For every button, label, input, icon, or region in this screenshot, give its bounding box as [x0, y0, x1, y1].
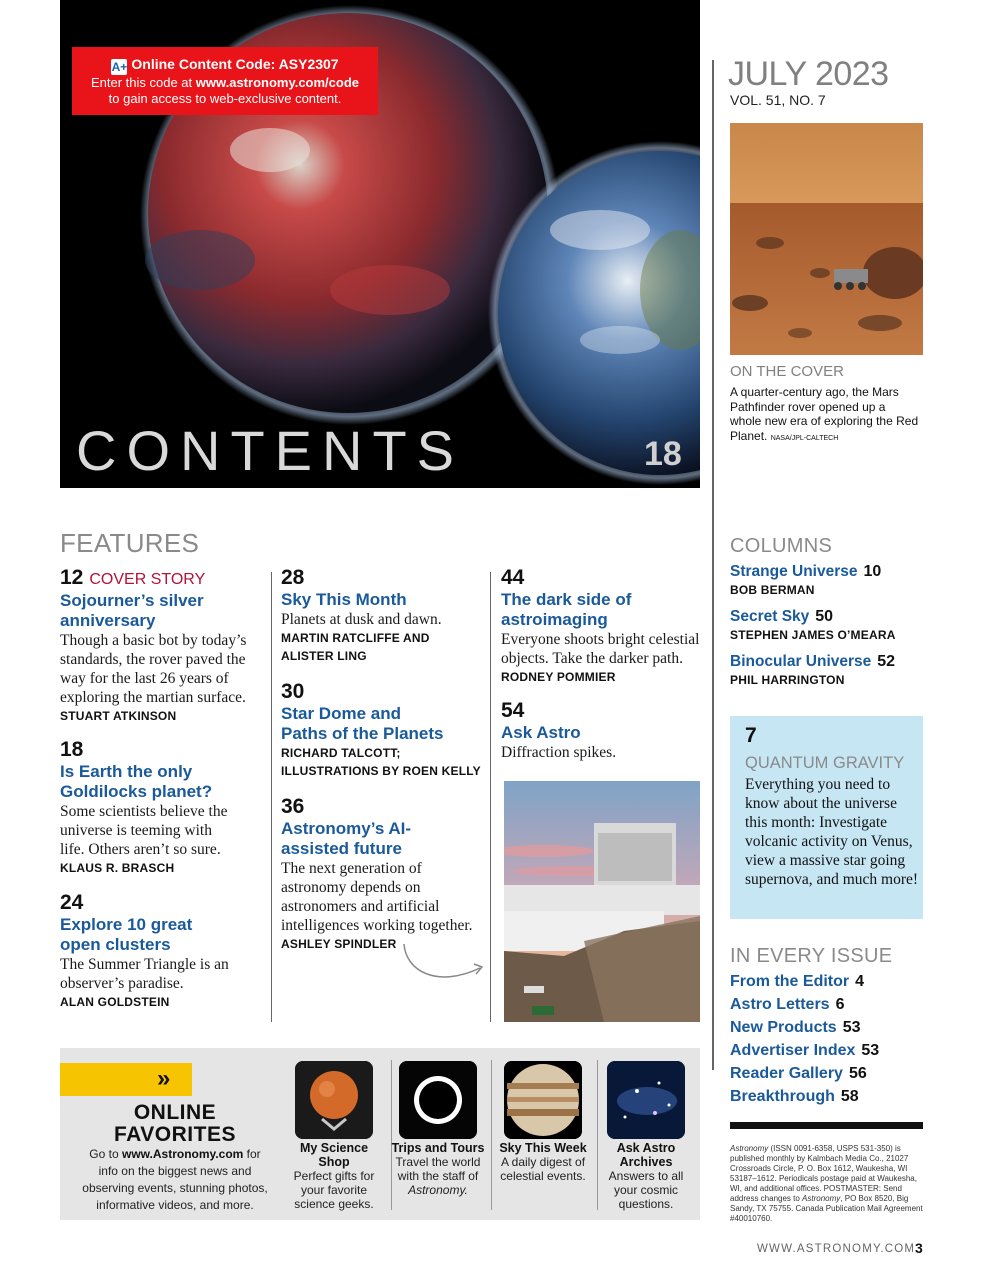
favorites-desc-text: for info on the biggest news and observing events, stunning photos, informative videos, and more.: [82, 1147, 268, 1212]
column-page: 52: [877, 653, 896, 670]
article-desc: Though a basic bot by today’s standards, the rover paved the way for the last 26 years of exploring the martian surface.: [60, 632, 247, 706]
every-issue-title[interactable]: Reader Gallery: [730, 1065, 843, 1082]
feature-article[interactable]: [60, 566, 260, 725]
article-page: 30: [281, 680, 305, 703]
every-issue-page: 56: [848, 1065, 867, 1082]
article-author: MARTIN RATCLIFFE AND ALISTER LING: [281, 631, 430, 663]
column-page: 50: [815, 608, 834, 625]
every-issue-item[interactable]: [730, 996, 844, 1014]
favorite-desc: Answers to all your cosmic questions.: [608, 1169, 684, 1211]
article-author: KLAUS R. BRASCH: [60, 861, 175, 875]
issue-volume: VOL. 51, NO. 7: [730, 92, 826, 108]
observatory-image: [504, 781, 700, 1022]
cover-story-tag: COVER STORY: [89, 571, 206, 588]
every-issue-title[interactable]: Breakthrough: [730, 1088, 835, 1105]
article-page: 24: [60, 891, 84, 914]
favorites-desc-text: Go to: [89, 1147, 122, 1161]
page-number: 3: [915, 1240, 923, 1256]
favorite-label[interactable]: My Science Shop: [299, 1141, 369, 1169]
feature-article[interactable]: [60, 891, 230, 1011]
code-url-link[interactable]: www.astronomy.com/code: [195, 75, 360, 90]
feature-article[interactable]: [501, 699, 701, 762]
galaxy-icon: [607, 1061, 685, 1139]
quantum-page: 7: [745, 724, 757, 747]
curved-arrow-icon: [398, 942, 488, 988]
every-issue-heading: IN EVERY ISSUE: [730, 945, 893, 967]
code-access-text: to gain access to web-exclusive content.: [108, 91, 342, 106]
favorites-title-line: ONLINE: [133, 1101, 217, 1124]
page-title: CONTENTS: [76, 419, 464, 482]
code-title: Online Content Code: ASY2307: [131, 56, 339, 72]
legal-text: (ISSN 0091-6358, USPS 531-350) is published monthly by Kalmbach Media Co., 21027 Crossroads Circle, P. O. Box 1612, Waukesha, WI 53187–1612. Periodicals postage paid at Waukesha, WI, and additional offices. POSTMASTER: Send address changes to: [730, 1144, 917, 1203]
article-desc: Planets at dusk and dawn.: [281, 611, 442, 628]
article-page: 28: [281, 566, 305, 589]
vertical-divider: [712, 60, 714, 1070]
favorite-desc-em: Astronomy.: [408, 1183, 468, 1197]
legal-mag-name: Astronomy: [730, 1144, 769, 1153]
column-title[interactable]: Strange Universe: [730, 563, 858, 580]
features-heading: FEATURES: [60, 528, 200, 558]
favorite-trips-and-tours[interactable]: [389, 1061, 487, 1197]
a-plus-icon: A+: [111, 60, 128, 74]
article-desc: The Summer Triangle is an observer’s paradise.: [60, 956, 229, 992]
cover-label: ON THE COVER: [730, 363, 844, 380]
article-title[interactable]: Ask Astro: [501, 723, 581, 742]
publication-legal-notice: [730, 1144, 925, 1224]
eclipse-icon: [399, 1061, 477, 1139]
cover-image-mars: [730, 123, 923, 355]
column-title[interactable]: Secret Sky: [730, 608, 810, 625]
favorites-title-line: FAVORITES: [114, 1123, 236, 1146]
quantum-gravity-box[interactable]: [730, 716, 923, 919]
science-shop-icon: [295, 1061, 373, 1139]
favorite-desc: Perfect gifts for your favorite science geeks.: [293, 1169, 375, 1211]
every-issue-page: 53: [861, 1042, 880, 1059]
cover-caption-text: A quarter-century ago, the Mars Pathfinder rover opened up a whole new era of exploring the Red Planet.: [730, 385, 919, 443]
article-author: ALAN GOLDSTEIN: [60, 995, 170, 1009]
footer-url[interactable]: WWW.ASTRONOMY.COM: [757, 1243, 916, 1255]
favorite-desc-text: Travel the world with the staff of: [395, 1155, 481, 1183]
article-title[interactable]: Is Earth the only Goldilocks planet?: [60, 762, 213, 801]
quantum-title: QUANTUM GRAVITY: [745, 754, 905, 772]
column-divider: [271, 572, 272, 1022]
favorites-arrow-bar: [60, 1063, 192, 1096]
every-issue-page: 6: [835, 996, 845, 1013]
favorite-my-science-shop[interactable]: [285, 1061, 383, 1211]
favorite-ask-astro-archives[interactable]: [597, 1061, 695, 1211]
article-desc: Diffraction spikes.: [501, 744, 617, 761]
hero-image: [60, 0, 700, 488]
column-entry[interactable]: [730, 563, 881, 597]
favorites-url-link[interactable]: www.Astronomy.com: [121, 1147, 244, 1161]
double-chevron-icon: »: [157, 1065, 165, 1092]
article-title[interactable]: Star Dome and Paths of the Planets: [281, 704, 444, 743]
column-entry[interactable]: [730, 608, 896, 642]
code-instruction: Enter this code at: [90, 75, 196, 90]
column-divider: [490, 572, 491, 1022]
article-desc: Everyone shoots bright celestial objects. Take the darker path.: [501, 631, 700, 667]
favorite-desc: A daily digest of celestial events.: [500, 1155, 586, 1183]
column-author: STEPHEN JAMES O’MEARA: [730, 628, 896, 642]
article-title[interactable]: Sky This Month: [281, 590, 407, 609]
jupiter-icon: [504, 1061, 582, 1139]
article-author: RODNEY POMMIER: [501, 670, 616, 684]
favorites-desc: [80, 1146, 270, 1214]
columns-heading: COLUMNS: [730, 535, 833, 557]
article-author: RICHARD TALCOTT; ILLUSTRATIONS BY ROEN KELLY: [281, 746, 481, 778]
feature-article[interactable]: [281, 680, 481, 780]
quantum-desc: Everything you need to know about the universe this month: Investigate volcanic activity on Venus, view a massive star going supernova, and much more!: [745, 776, 919, 888]
favorite-label[interactable]: Trips and Tours: [391, 1141, 485, 1155]
every-issue-title[interactable]: Astro Letters: [730, 996, 830, 1013]
feature-article[interactable]: [501, 566, 701, 686]
column-author: PHIL HARRINGTON: [730, 673, 845, 687]
divider-bar: [730, 1122, 923, 1129]
article-title[interactable]: Explore 10 great open clusters: [60, 915, 193, 954]
article-desc: Some scientists believe the universe is teeming with life. Others aren’t so sure.: [60, 803, 228, 858]
every-issue-item[interactable]: [730, 1019, 860, 1037]
legal-mag-name: Astronomy: [802, 1194, 841, 1203]
article-page: 12: [60, 566, 84, 589]
favorite-desc: [389, 1155, 487, 1197]
issue-date: JULY 2023: [728, 55, 889, 93]
article-author: ASHLEY SPINDLER: [281, 937, 397, 951]
legal-text: , PO Box 8520, Big Sandy, TX 75755. Canada Publication Mail Agreement #40010760.: [730, 1194, 923, 1223]
article-desc: The next generation of astronomy depends on astronomers and artificial intelligences working together.: [281, 860, 473, 934]
favorite-sky-this-week[interactable]: [494, 1061, 592, 1183]
article-author: STUART ATKINSON: [60, 709, 177, 723]
hero-page-ref: 18: [644, 435, 682, 473]
column-entry[interactable]: [730, 653, 895, 687]
online-favorites-panel: [60, 1048, 700, 1220]
favorite-label[interactable]: Ask Astro Archives: [616, 1141, 676, 1169]
feature-article[interactable]: [60, 738, 240, 877]
article-page: 36: [281, 795, 305, 818]
article-page: 54: [501, 699, 525, 722]
favorites-divider: [491, 1060, 492, 1210]
every-issue-title[interactable]: From the Editor: [730, 973, 850, 990]
every-issue-title[interactable]: New Products: [730, 1019, 837, 1036]
article-title[interactable]: Astronomy’s AI-assisted future: [281, 819, 412, 858]
every-issue-item[interactable]: [730, 1088, 859, 1106]
feature-article[interactable]: [281, 795, 481, 953]
online-content-code-box: [72, 47, 378, 115]
favorite-label[interactable]: Sky This Week: [499, 1141, 587, 1155]
favorites-title: [100, 1102, 250, 1146]
column-page: 10: [863, 563, 882, 580]
every-issue-item[interactable]: [730, 1065, 867, 1083]
cover-caption: [730, 385, 920, 446]
article-page: 18: [60, 738, 84, 761]
every-issue-page: 58: [840, 1088, 859, 1105]
every-issue-item[interactable]: [730, 1042, 879, 1060]
article-page: 44: [501, 566, 525, 589]
cover-credit: NASA/JPL-CALTECH: [770, 434, 839, 442]
every-issue-item[interactable]: [730, 973, 864, 991]
feature-article[interactable]: [281, 566, 481, 665]
every-issue-page: 4: [855, 973, 865, 990]
every-issue-title[interactable]: Advertiser Index: [730, 1042, 856, 1059]
article-title[interactable]: The dark side of astroimaging: [501, 590, 632, 629]
every-issue-page: 53: [842, 1019, 861, 1036]
column-title[interactable]: Binocular Universe: [730, 653, 872, 670]
article-title[interactable]: Sojourner’s silver anniversary: [60, 591, 204, 630]
column-author: BOB BERMAN: [730, 583, 815, 597]
